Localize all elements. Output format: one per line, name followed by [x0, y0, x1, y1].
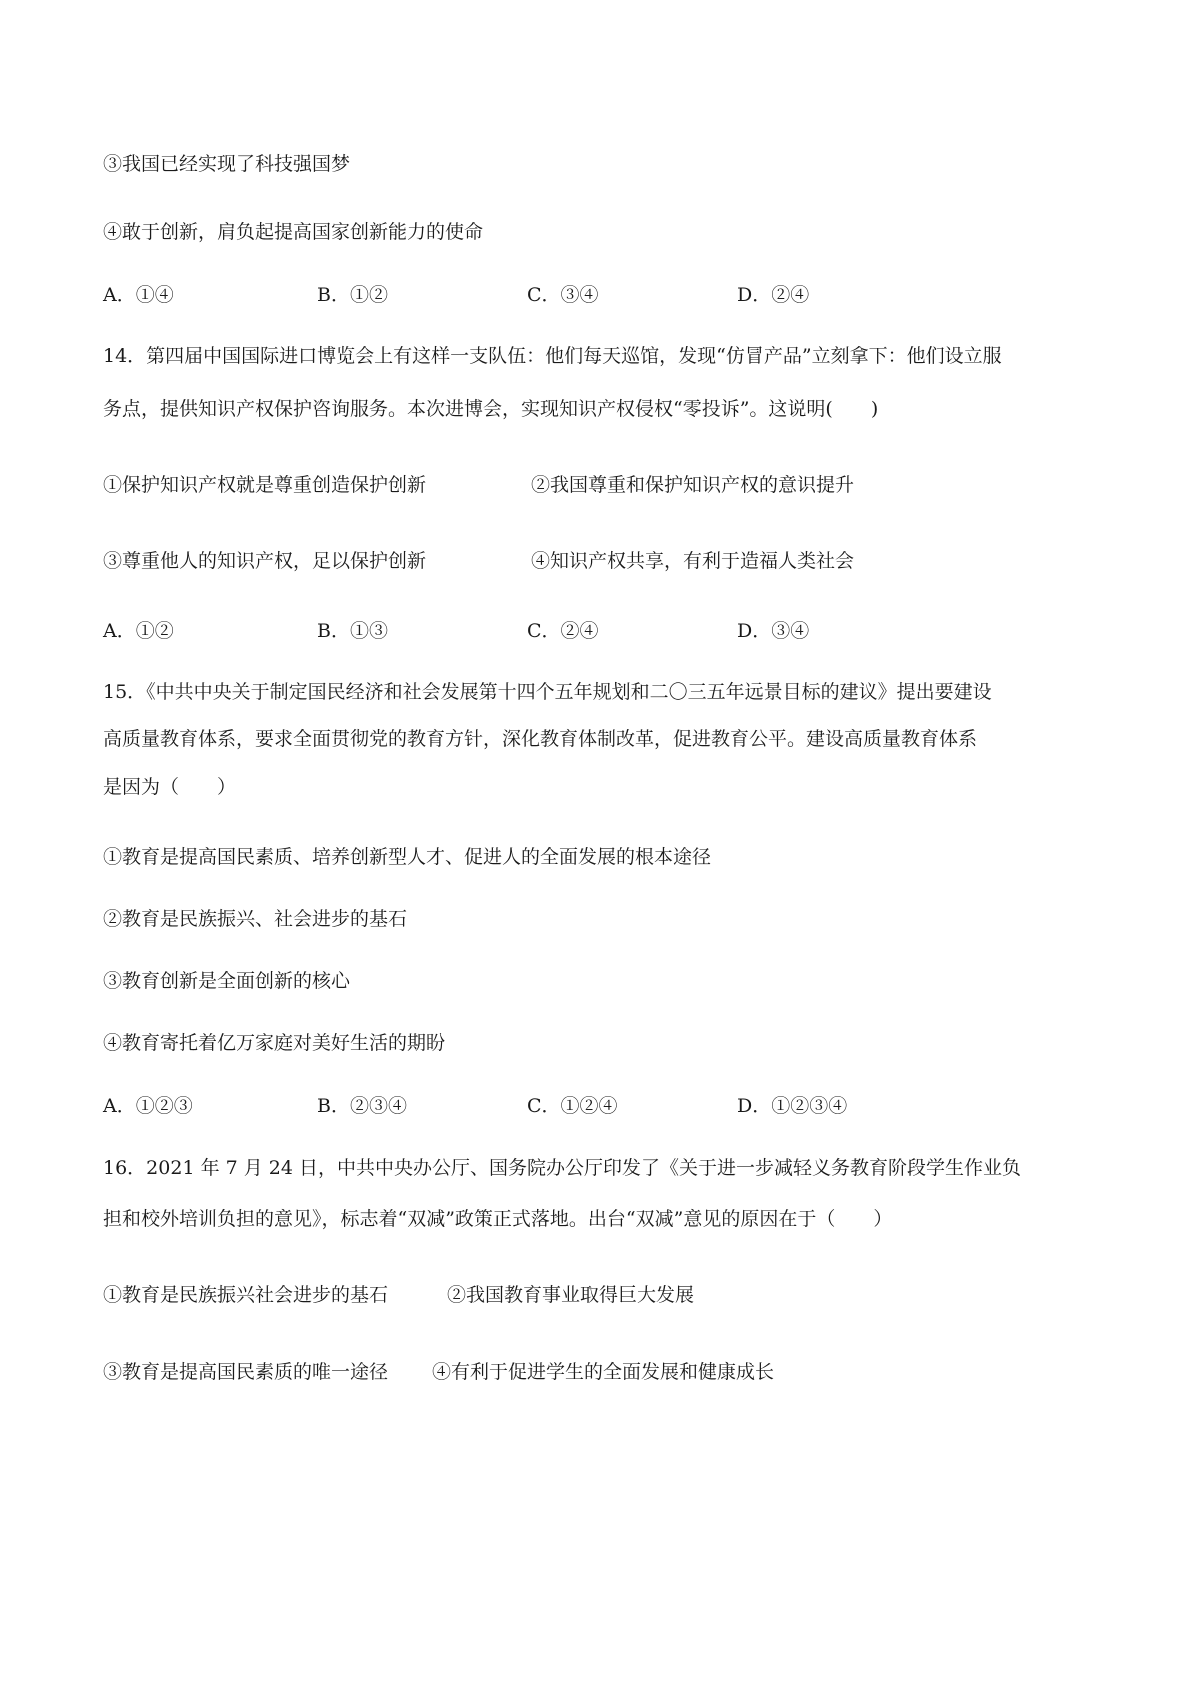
q13-statement-3: ③我国已经实现了科技强国梦 [103, 153, 351, 175]
q14-stem-line-1: 14．第四届中国国际进口博览会上有这样一支队伍：他们每天巡馆，发现“仿冒产品”立刻拿下：他们设立服 [103, 345, 1002, 367]
q13-option-b[interactable]: B．①② [317, 284, 388, 306]
q14-statement-2: ②我国尊重和保护知识产权的意识提升 [531, 474, 855, 496]
q13-option-c[interactable]: C．③④ [527, 284, 599, 306]
q16-statement-3: ③教育是提高国民素质的唯一途径 [103, 1361, 389, 1383]
q14-statement-1: ①保护知识产权就是尊重创造保护创新 [103, 474, 427, 496]
q14-option-b[interactable]: B．①③ [317, 620, 388, 642]
q15-stem-line-2: 高质量教育体系，要求全面贯彻党的教育方针，深化教育体制改革，促进教育公平。建设高质量教育体系 [103, 728, 978, 750]
q15-option-a[interactable]: A．①②③ [103, 1095, 193, 1117]
q15-option-b[interactable]: B．②③④ [317, 1095, 407, 1117]
q13-option-a[interactable]: A．①④ [103, 284, 174, 306]
q14-option-a[interactable]: A．①② [103, 620, 174, 642]
q16-statement-4: ④有利于促进学生的全面发展和健康成长 [432, 1361, 775, 1383]
q15-options [103, 1094, 1083, 1118]
q14-statement-3: ③尊重他人的知识产权，足以保护创新 [103, 550, 427, 572]
q15-statement-4: ④教育寄托着亿万家庭对美好生活的期盼 [103, 1032, 446, 1054]
q14-option-c[interactable]: C．②④ [527, 620, 599, 642]
q14-statement-4: ④知识产权共享，有利于造福人类社会 [531, 550, 855, 572]
q14-statements-row-1 [103, 473, 1083, 497]
q16-stem-line-2: 担和校外培训负担的意见》，标志着“双减”政策正式落地。出台“双减”意见的原因在于（ ） [103, 1208, 893, 1230]
q14-options [103, 619, 1083, 643]
q16-statement-1: ①教育是民族振兴社会进步的基石 [103, 1284, 389, 1306]
q16-statements-row-1 [103, 1283, 1083, 1307]
q14-stem-line-2: 务点，提供知识产权保护咨询服务。本次进博会，实现知识产权侵权“零投诉”。这说明( ) [103, 398, 879, 420]
q15-statement-1: ①教育是提高国民素质、培养创新型人才、促进人的全面发展的根本途径 [103, 846, 712, 868]
q15-option-c[interactable]: C．①②④ [527, 1095, 618, 1117]
q13-option-d[interactable]: D．②④ [737, 284, 810, 306]
q15-statement-2: ②教育是民族振兴、社会进步的基石 [103, 908, 408, 930]
q16-statements-row-2 [103, 1360, 1083, 1384]
q13-options [103, 283, 1083, 307]
q15-stem-line-1: 15．《中共中央关于制定国民经济和社会发展第十四个五年规划和二〇三五年远景目标的建议》提出要建设 [103, 681, 992, 703]
q14-option-d[interactable]: D．③④ [737, 620, 810, 642]
q14-statements-row-2 [103, 549, 1083, 573]
q15-stem-line-3: 是因为（ ） [103, 776, 237, 798]
q16-stem-line-1: 16．2021 年 7 月 24 日，中共中央办公厅、国务院办公厅印发了《关于进一步减轻义务教育阶段学生作业负 [103, 1157, 1021, 1179]
q15-statement-3: ③教育创新是全面创新的核心 [103, 970, 351, 992]
q16-statement-2: ②我国教育事业取得巨大发展 [447, 1284, 695, 1306]
q15-option-d[interactable]: D．①②③④ [737, 1095, 848, 1117]
q13-statement-4: ④敢于创新，肩负起提高国家创新能力的使命 [103, 221, 484, 243]
